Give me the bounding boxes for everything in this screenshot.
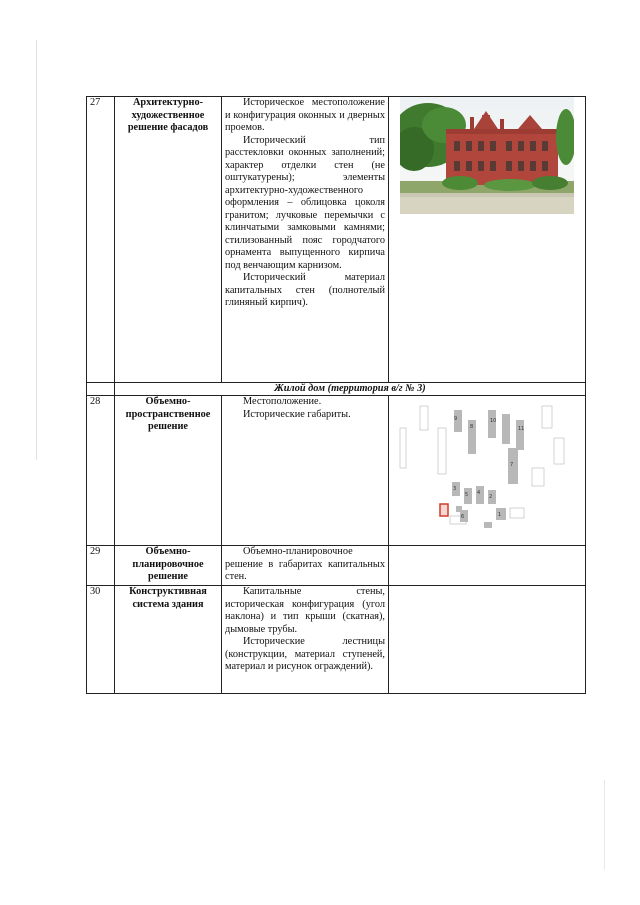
building-facade-photo [400, 97, 574, 214]
item-name: Архитектурно-художественное решение фасадов [115, 97, 222, 383]
site-plan-map [392, 398, 580, 543]
scan-edge-left [36, 40, 37, 460]
row-number: 28 [87, 396, 115, 546]
description-paragraph: Историческое местоположение и конфигурация оконных и дверных проемов. [225, 97, 385, 133]
item-description [222, 586, 389, 694]
map-label: 7 [510, 462, 514, 468]
map-label: 5 [465, 492, 469, 498]
map-label: 11 [518, 426, 525, 432]
map-label: 8 [470, 424, 474, 430]
table-row-30 [87, 586, 586, 694]
description-paragraph: Местоположение. [243, 396, 322, 407]
map-cell [389, 396, 586, 546]
description-paragraph: Капитальные стены, историческая конфигурация (угол наклона) и тип крыши (скатная), дымовые трубы. [225, 586, 385, 635]
row-number: 27 [87, 97, 115, 383]
item-description [222, 396, 389, 546]
protection-items-table [86, 96, 586, 694]
empty-image-cell [389, 546, 586, 586]
empty-image-cell [389, 586, 586, 694]
map-label: 4 [477, 490, 481, 496]
description-paragraph: Исторический материал капитальных стен (полнотелый глиняный кирпич). [225, 272, 385, 308]
table-row-27 [87, 97, 586, 383]
section-empty-cell [87, 383, 115, 396]
scan-edge-right [604, 780, 605, 870]
map-label: 6 [461, 514, 465, 520]
item-description [222, 546, 389, 586]
table-row-29 [87, 546, 586, 586]
item-description [222, 97, 389, 383]
item-name: Объемно-планировочное решение [115, 546, 222, 586]
row-number: 30 [87, 586, 115, 694]
map-label: 9 [454, 416, 458, 422]
map-label: 1 [498, 512, 502, 518]
description-paragraph: Объемно-планировочное решение в габаритах капитальных стен. [225, 546, 385, 582]
item-name: Конструктивная система здания [115, 586, 222, 694]
section-heading-row [87, 383, 586, 396]
description-paragraph: Исторический тип расстекловки оконных заполнений; характер отделки стен (не оштукатурены); элементы архитектурно-художественного оформления – облицовка цоколя гранитом; лучковые перемычки с клинчатыми замковыми камнями; стилизованный пояс городчатого орнамента выпущенного кирпича под венчающим карнизом. [225, 134, 385, 271]
description-paragraph: Исторические габариты. [243, 408, 351, 420]
row-number: 29 [87, 546, 115, 586]
photo-cell [389, 97, 586, 383]
map-label: 10 [490, 418, 497, 424]
item-name: Объемно-пространственное решение [115, 396, 222, 546]
description-paragraph: Исторические лестницы (конструкции, материал ступеней, материал и рисунок ограждений). [225, 636, 385, 672]
map-label: 2 [489, 494, 493, 500]
table-row-28 [87, 396, 586, 546]
map-label: 3 [453, 486, 457, 492]
section-title: Жилой дом (территория в/г № 3) [115, 383, 586, 396]
